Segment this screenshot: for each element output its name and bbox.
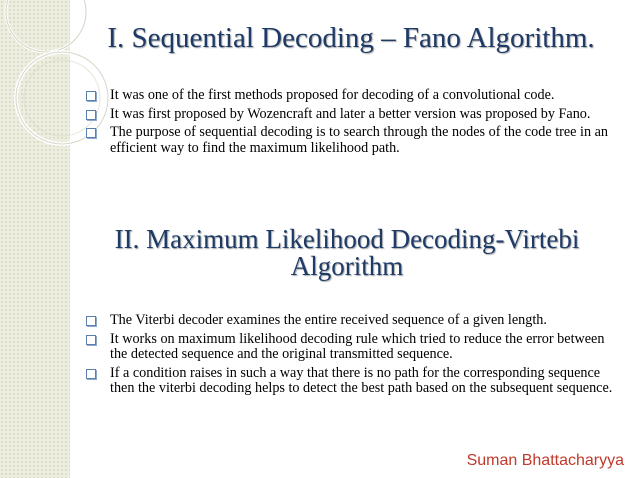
- section2-bullet-list: [86, 313, 622, 400]
- hollow-square-bullet-icon: [86, 335, 96, 345]
- bullet-text: If a condition raises in such a way that there is no path for the corresponding sequence then the viterbi decoding helps to detect the best path based on the subsequent sequence.: [110, 364, 613, 396]
- list-item: [86, 107, 622, 123]
- section1-bullet-list: [86, 88, 622, 159]
- bullet-text: The purpose of sequential decoding is to search through the nodes of the code tree in an efficient way to find the maximum likelihood path.: [110, 124, 608, 156]
- slide-title-2-line1: II. Maximum Likelihood Decoding-Virtebi: [114, 224, 580, 254]
- slide-title-1: I. Sequential Decoding – Fano Algorithm.: [107, 22, 595, 54]
- bullet-text: The Viterbi decoder examines the entire received sequence of a given length.: [110, 312, 547, 328]
- list-item: [86, 332, 622, 363]
- hollow-square-bullet-icon: [86, 369, 96, 379]
- list-item: [86, 88, 622, 104]
- slide-title-2: [28, 226, 638, 280]
- hollow-square-bullet-icon: [86, 316, 96, 326]
- list-item: [86, 125, 622, 156]
- hollow-square-bullet-icon: [86, 128, 96, 138]
- hollow-square-bullet-icon: [86, 91, 96, 101]
- bullet-text: It was one of the first methods proposed for decoding of a convolutional code.: [110, 87, 555, 103]
- bullet-text: It was first proposed by Wozencraft and later a better version was proposed by Fano.: [110, 105, 591, 122]
- bullet-text: It works on maximum likelihood decoding rule which tried to reduce the error between the detected sequence and the original transmitted sequence.: [110, 330, 605, 362]
- hollow-square-bullet-icon: [86, 110, 96, 120]
- slide-title-2-line2: Algorithm: [290, 251, 404, 281]
- author-name: Suman Bhattacharyya: [466, 452, 624, 469]
- list-item: [86, 313, 622, 329]
- list-item: [86, 366, 622, 397]
